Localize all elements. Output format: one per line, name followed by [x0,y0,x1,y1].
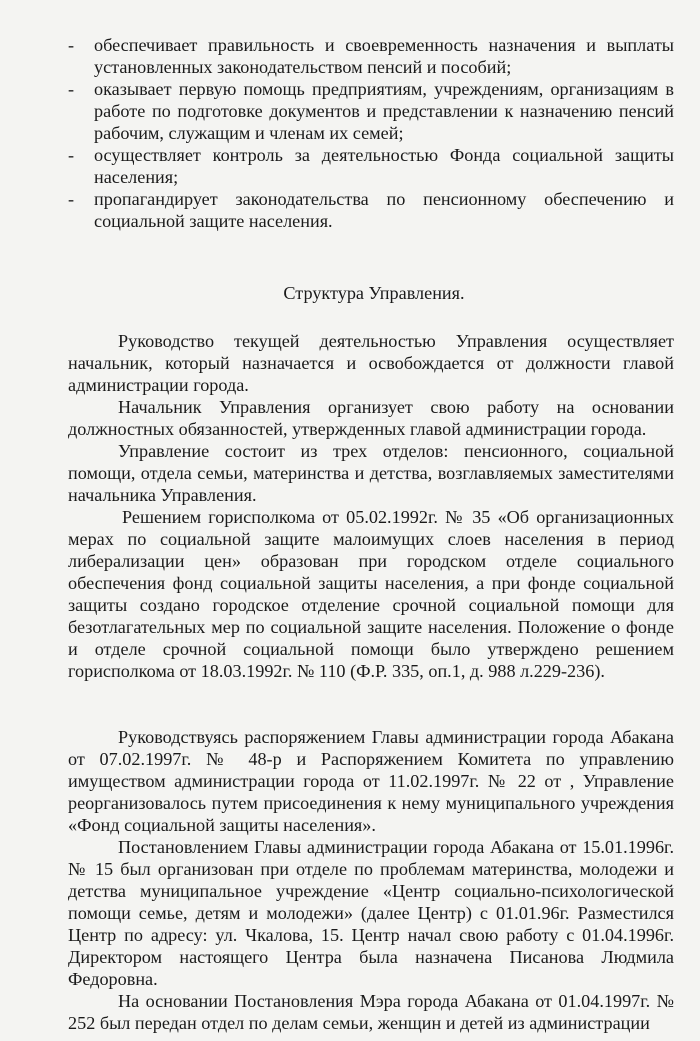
blank-space [68,682,674,726]
list-item-text: обеспечивает правильность и своевременность назначения и выплаты установленных законодательством пенсий и пособий; [94,35,674,77]
list-marker: - [68,189,75,209]
list-item [68,144,674,188]
list-item-text: осуществляет контроль за деятельностью Фонда социальной защиты населения; [94,145,674,187]
paragraph: Руководство текущей деятельностью Управления осуществляет начальник, который назначается и освобождается от должности главой администрации города. [68,331,674,395]
list-marker: - [68,79,75,99]
list-item-text: оказывает первую помощь предприятиям, учреждениям, организациям в работе по подготовке документов и представлении к назначению пенсий рабочим, служащим и членам их семей; [94,79,674,143]
list-marker: - [68,145,75,165]
list-item-text: пропагандирует законодательства по пенсионному обеспечению и социальной защите населения. [94,189,674,231]
paragraph: Начальник Управления организует свою работу на основании должностных обязанностей, утвержденных главой администрации города. [68,397,674,439]
paragraph: Постановлением Главы администрации города Абакана от 15.01.1996г. № 15 был организован при отделе по проблемам материнства, молодежи и детства муниципальное учреждение «Центр социально-психологической помощи семье, детям и молодежи» (далее Центр) с 01.01.96г. Разместился Центр по адресу: ул. Чкалова, 15. Центр начал свою работу с 01.04.1996г. Директором настоящего Центра была назначена Писанова Людмила Федоровна. [68,837,674,989]
paragraph: Управление состоит из трех отделов: пенсионного, социальной помощи, отдела семьи, материнства и детства, возглавляемых заместителями начальника Управления. [68,441,674,505]
list-item [68,78,674,144]
function-list [68,34,674,232]
list-item [68,34,674,78]
list-item [68,188,674,232]
section-title: Структура Управления. [283,283,465,303]
paragraph: На основании Постановления Мэра города Абакана от 01.04.1997г. № 252 был передан отдел по делам семьи, женщин и детей из администрации [68,991,674,1033]
list-marker: - [68,35,75,55]
paragraph: Решением горисполкома от 05.02.1992г. № 35 «Об организационных мерах по социальной защите малоимущих слоев населения в период либерализации цен» образован при городском отделе социального обеспечения фонд социальной защиты населения, а при фонде социальной защиты создано городское отделение срочной социальной помощи для безотлагательных мер по социальной защите населения. Положение о фонде и отделе срочной социальной помощи было утверждено решением горисполкома от 18.03.1992г. № 110 (Ф.Р. 335, оп.1, д. 988 л.229-236). [68,507,674,681]
paragraph: Руководствуясь распоряжением Главы администрации города Абакана от 07.02.1997г. № 48-р и Распоряжением Комитета по управлению имуществом администрации города от 11.02.1997г. № 22 от , Управление реорганизовалось путем присоединения к нему муниципального учреждения «Фонд социальной защиты населения». [68,727,674,835]
